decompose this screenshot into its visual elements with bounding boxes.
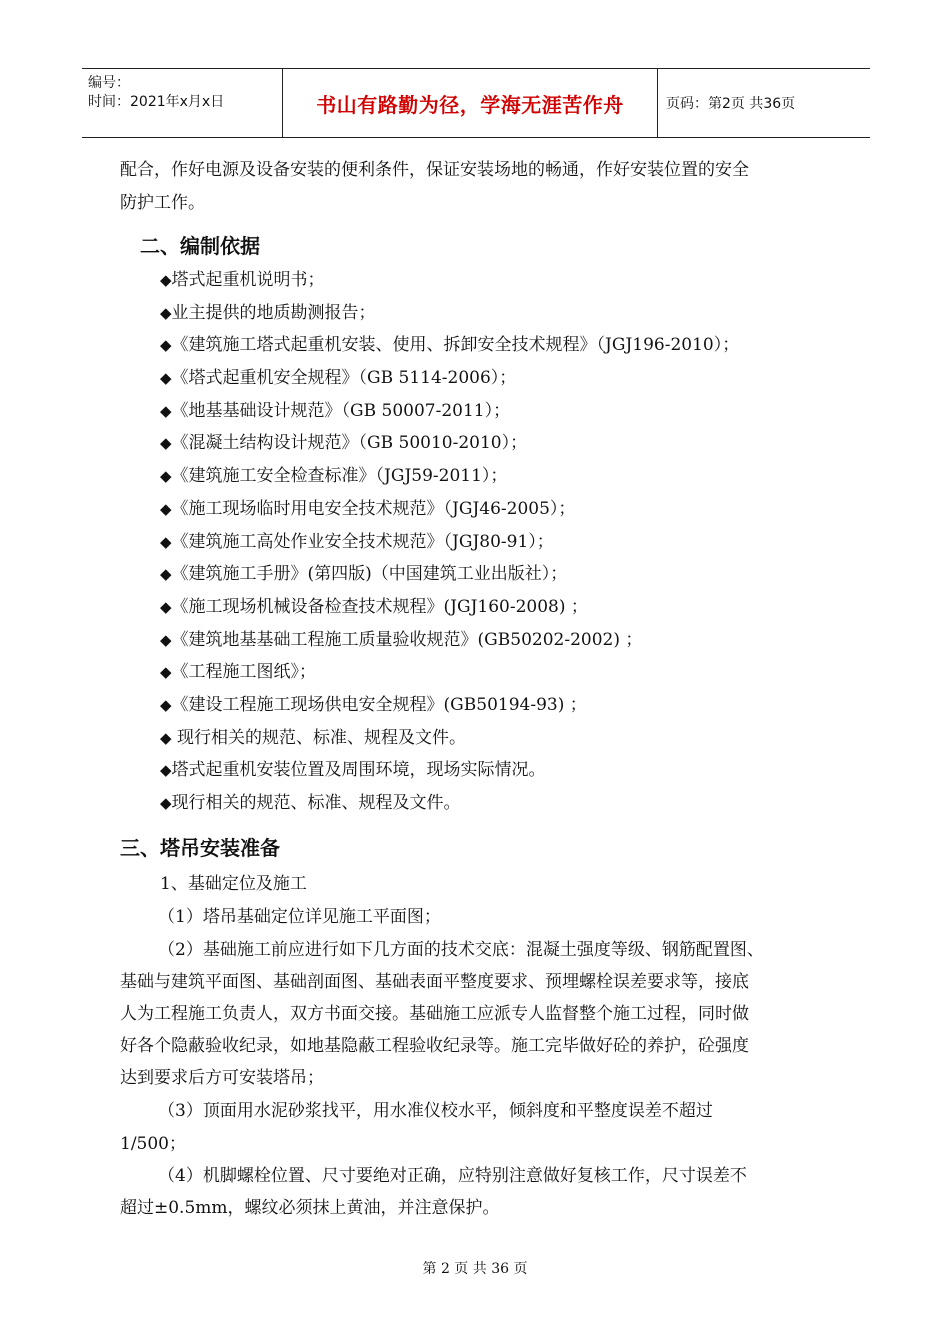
list-item	[160, 303, 739, 336]
para-2-line-2: 基础与建筑平面图、基础剖面图、基础表面平整度要求、预埋螺栓误差要求等，接底	[120, 972, 749, 992]
page-footer: 第 2 页 共 36 页	[422, 1261, 528, 1277]
diamond-bullet-icon: ◆	[160, 565, 172, 584]
list-item	[160, 466, 739, 499]
diamond-bullet-icon: ◆	[160, 271, 172, 289]
diamond-bullet-icon: ◆	[160, 336, 172, 355]
motto-text: 书山有路勤为径，学海无涯苦作舟	[316, 92, 624, 117]
list-item-text: 《混凝土结构设计规范》（GB 50010-2010）；	[171, 433, 528, 454]
list-item	[160, 728, 739, 761]
para-2-line-1: （2）基础施工前应进行如下几方面的技术交底：混凝土强度等级、钢筋配置图、	[158, 940, 764, 960]
list-item-text: 塔式起重机安装位置及周围环境，现场实际情况。	[171, 760, 546, 781]
list-item	[160, 401, 739, 434]
diamond-bullet-icon: ◆	[160, 663, 172, 682]
list-item-text: 塔式起重机说明书；	[171, 270, 325, 290]
list-item	[160, 335, 739, 368]
list-item-text: 现行相关的规范、标准、规程及文件。	[171, 727, 466, 748]
diamond-bullet-icon: ◆	[160, 499, 172, 518]
list-item	[160, 597, 739, 630]
para-1: （1）塔吊基础定位详见施工平面图；	[158, 907, 441, 927]
list-item-text: 《建筑施工安全检查标准》（JGJ59-2011）；	[171, 466, 508, 487]
list-item	[160, 695, 739, 728]
diamond-bullet-icon: ◆	[160, 728, 172, 747]
date-line: 时间：2021年x月x日	[88, 94, 225, 110]
list-item	[160, 433, 739, 466]
list-item-text: 《建筑地基基础工程施工质量验收规范》(GB50202-2002) ；	[171, 629, 643, 650]
diamond-bullet-icon: ◆	[160, 630, 172, 649]
list-item-text: 《建设工程施工现场供电安全规程》(GB50194-93) ；	[171, 694, 587, 715]
list-item	[160, 760, 739, 793]
intro-line-2: 防护工作。	[120, 193, 205, 213]
list-item-text: 《施工现场临时用电安全技术规范》（JGJ46-2005）；	[171, 498, 576, 519]
list-item-text: 《建筑施工高处作业安全技术规范》（JGJ80-91）；	[171, 531, 554, 552]
para-3-line-2: 1/500；	[120, 1134, 186, 1154]
list-item-text: 《建筑施工塔式起重机安装、使用、拆卸安全技术规程》（JGJ196-2010）；	[171, 335, 740, 356]
header-page-info: 页码：第2页 共36页	[666, 96, 796, 112]
list-item-text: 《地基基础设计规范》（GB 50007-2011）；	[171, 400, 511, 421]
header-motto-cell	[282, 69, 658, 137]
para-4-line-1: （4）机脚螺栓位置、尺寸要绝对正确，应特别注意做好复核工作，尺寸误差不	[158, 1166, 747, 1186]
diamond-bullet-icon: ◆	[160, 794, 172, 812]
page-header	[82, 68, 870, 138]
list-item	[160, 499, 739, 532]
list-item-text: 《建筑施工手册》(第四版)（中国建筑工业出版社）；	[171, 564, 568, 585]
diamond-bullet-icon: ◆	[160, 761, 172, 780]
diamond-bullet-icon: ◆	[160, 401, 172, 420]
para-2-line-4: 好各个隐蔽验收纪录，如地基隐蔽工程验收纪录等。施工完毕做好砼的养护，砼强度	[120, 1036, 749, 1056]
diamond-bullet-icon: ◆	[160, 467, 172, 486]
para-2-line-3: 人为工程施工负责人，双方书面交接。基础施工应派专人监督整个施工过程，同时做	[120, 1004, 749, 1024]
header-meta-cell	[82, 69, 282, 137]
code-label: 编号：	[88, 75, 130, 91]
list-item	[160, 564, 739, 597]
list-item	[160, 793, 739, 826]
list-item	[160, 532, 739, 565]
list-item-text: 现行相关的规范、标准、规程及文件。	[171, 793, 461, 813]
section-heading-prep: 三、塔吊安装准备	[120, 836, 280, 860]
diamond-bullet-icon: ◆	[160, 532, 172, 551]
diamond-bullet-icon: ◆	[160, 434, 172, 453]
list-item-text: 《施工现场机械设备检查技术规程》(JGJ160-2008) ；	[171, 596, 588, 617]
list-item-text: 《塔式起重机安全规程》（GB 5114-2006）；	[171, 368, 517, 389]
list-item	[160, 368, 739, 401]
diamond-bullet-icon: ◆	[160, 303, 172, 322]
para-2-line-5: 达到要求后方可安装塔吊；	[120, 1068, 324, 1088]
para-3-line-1: （3）顶面用水泥砂浆找平，用水准仪校水平，倾斜度和平整度误差不超过	[158, 1101, 713, 1121]
intro-line-1: 配合，作好电源及设备安装的便利条件，保证安装场地的畅通，作好安装位置的安全	[120, 160, 749, 180]
list-item	[160, 630, 739, 663]
list-item	[160, 662, 739, 695]
subheading-foundation: 1、基础定位及施工	[160, 874, 307, 894]
list-item-text: 业主提供的地质勘测报告；	[171, 302, 376, 323]
diamond-bullet-icon: ◆	[160, 695, 172, 714]
para-4-line-2: 超过±0.5mm，螺纹必须抹上黄油，并注意保护。	[120, 1198, 500, 1218]
diamond-bullet-icon: ◆	[160, 597, 172, 616]
list-item	[160, 270, 739, 303]
list-item-text: 《工程施工图纸》；	[171, 662, 317, 683]
section-heading-basis: 二、编制依据	[140, 234, 260, 258]
basis-list	[160, 270, 739, 826]
diamond-bullet-icon: ◆	[160, 369, 172, 388]
